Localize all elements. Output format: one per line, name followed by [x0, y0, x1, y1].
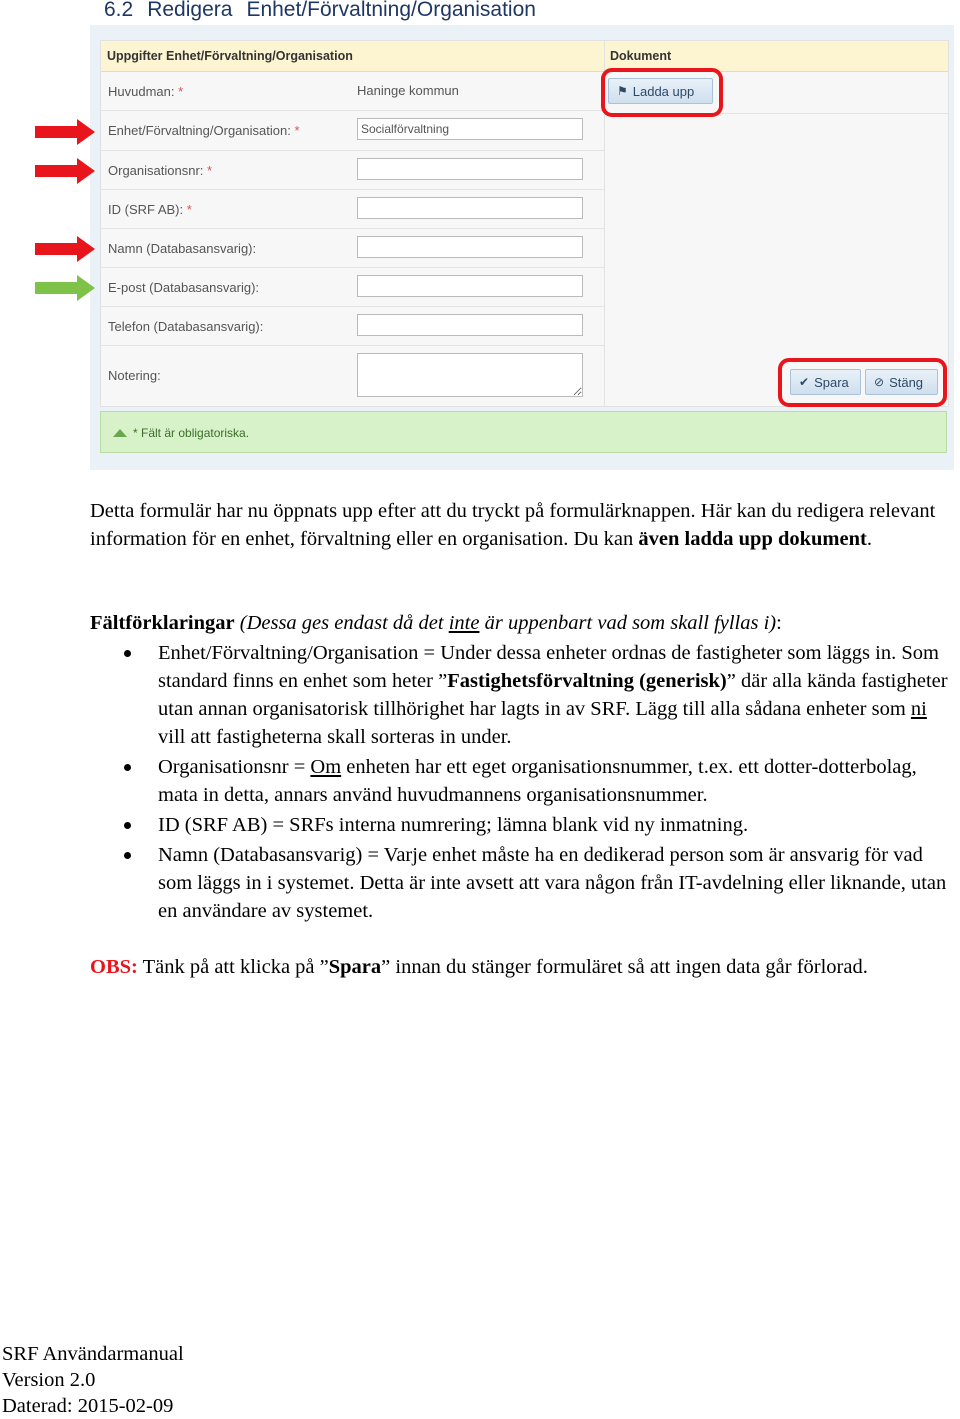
namn-input[interactable]	[357, 236, 583, 258]
field-row-notering	[101, 346, 604, 404]
section-number: 6.2	[104, 0, 134, 21]
ban-icon: ⊘	[874, 375, 885, 389]
field-label: ID (SRF AB): *	[108, 202, 192, 217]
enhet-input[interactable]	[357, 118, 583, 140]
list-item: Enhet/Förvaltning/Organisation = Under dessa enheter ordnas de fastigheter som läggs in. Som standard finns en enhet som heter ”Fastighetsförvaltning (generisk)” där alla kända fastigheter utan annan organisatorisk tillhörighet har lagts in av SRF. Lägg till alla sådana enheter som ni vill att fastigheterna skall sorteras in under.	[90, 639, 952, 751]
footer-manual-title: SRF Användarmanual	[2, 1343, 184, 1365]
obs-note: OBS: Tänk på att klicka på ”Spara” innan du stänger formuläret så att ingen data går förlorad.	[90, 956, 868, 978]
edit-form-panel	[100, 40, 949, 407]
red-arrow-icon	[35, 236, 95, 262]
red-arrow-icon	[35, 158, 95, 184]
green-arrow-icon	[35, 275, 95, 301]
footer-version: Version 2.0	[2, 1369, 96, 1391]
field-row-epost	[101, 268, 604, 307]
field-label: Telefon (Databasansvarig):	[108, 319, 264, 334]
field-row-telefon	[101, 307, 604, 346]
huvudman-value: Haninge kommun	[357, 83, 459, 98]
field-label: Namn (Databasansvarig):	[108, 241, 257, 256]
section-heading	[104, 0, 550, 22]
upload-button[interactable]: ⚑ Ladda upp	[608, 78, 713, 104]
panel-header	[101, 41, 948, 72]
footer-date: Daterad: 2015-02-09	[2, 1395, 174, 1417]
field-label: Notering:	[108, 368, 161, 383]
field-label: E-post (Databasansvarig):	[108, 280, 260, 295]
field-row-id	[101, 190, 604, 229]
notering-textarea[interactable]	[357, 353, 583, 397]
document-section-title: Dokument	[610, 49, 672, 63]
field-label: Organisationsnr: *	[108, 163, 213, 178]
organisationsnr-input[interactable]	[357, 158, 583, 180]
list-item: Namn (Databasansvarig) = Varje enhet måste ha en dedikerad person som är ansvarig för vad som läggs in i systemet. Detta är inte avsett att vara någon från IT-avdelning eller liknande, utan en användare av systemet.	[90, 841, 952, 925]
telefon-input[interactable]	[357, 314, 583, 336]
field-row-organisationsnr	[101, 151, 604, 190]
section-title-1: Redigera	[147, 0, 233, 21]
intro-paragraph: Detta formulär har nu öppnats upp efter att du tryckt på formulärknappen. Här kan du redigera relevant information för en enhet, förvaltning eller en organisation. Du kan även ladda upp dokument.	[90, 500, 936, 550]
field-label: Enhet/Förvaltning/Organisation: *	[108, 123, 300, 138]
highlight-save-close	[778, 358, 947, 407]
form-section-title: Uppgifter Enhet/Förvaltning/Organisation	[107, 49, 353, 63]
field-row-enhet	[101, 111, 604, 151]
field-label: Huvudman: *	[108, 84, 184, 99]
epost-input[interactable]	[357, 275, 583, 297]
save-button[interactable]: ✔ Spara	[790, 369, 861, 395]
close-button[interactable]: ⊘ Stäng	[865, 369, 938, 395]
section-title-2: Enhet/Förvaltning/Organisation	[246, 0, 536, 21]
id-input[interactable]	[357, 197, 583, 219]
highlight-upload	[601, 68, 723, 117]
required-fields-note: * Fält är obligatoriska.	[100, 411, 947, 453]
field-row-huvudman	[101, 72, 604, 111]
upload-icon: ⚑	[617, 84, 628, 98]
red-arrow-icon	[35, 119, 95, 145]
check-icon: ✔	[799, 375, 810, 389]
field-explanations-heading: Fältförklaringar (Dessa ges endast då det inte är uppenbart vad som skall fyllas i):	[90, 612, 782, 634]
field-row-namn	[101, 229, 604, 268]
triangle-up-icon	[113, 429, 127, 437]
list-item: Organisationsnr = Om enheten har ett eget organisationsnummer, t.ex. ett dotter-dotterbolag, mata in detta, annars använd huvudmannens organisationsnummer.	[90, 753, 952, 809]
list-item: ID (SRF AB) = SRFs interna numrering; lämna blank vid ny inmatning.	[90, 811, 952, 839]
field-explanations-list	[90, 639, 952, 927]
